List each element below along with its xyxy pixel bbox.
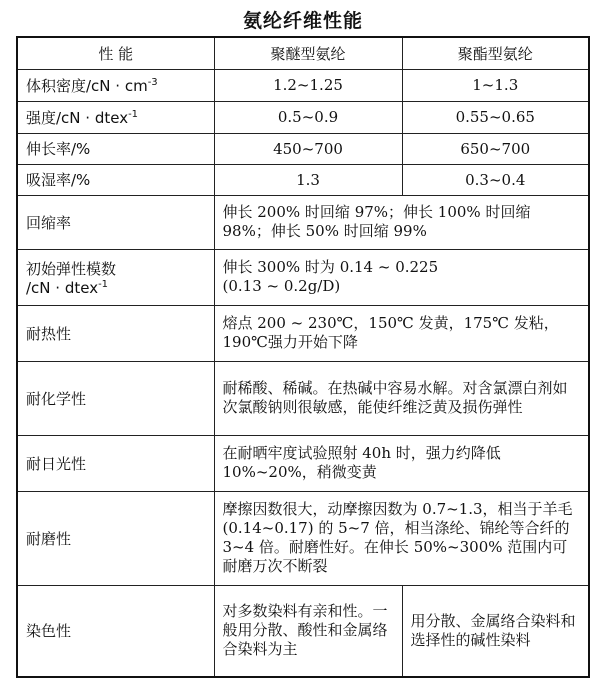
dye-polyester: 用分散、金属络合染料和选择性的碱性染料 (402, 585, 589, 677)
prop-chemical: 耐化学性 (17, 361, 214, 435)
prop-unit (26, 279, 206, 297)
value-polyether: 0.5~0.9 (214, 101, 402, 133)
prop-modulus (17, 249, 214, 305)
table-row (17, 133, 589, 164)
table-row (17, 164, 589, 195)
prop-recovery: 回缩率 (17, 195, 214, 249)
prop-heat: 耐热性 (17, 305, 214, 361)
page-title: 氨纶纤维性能 (242, 10, 363, 32)
prop-unit-exponent: -1 (98, 278, 109, 290)
table-row (17, 361, 589, 435)
table-row (17, 249, 589, 305)
prop-unit-exponent: -3 (147, 76, 158, 88)
desc-chemical: 耐稀酸、稀碱。在热碱中容易水解。对含氯漂白剂如次氯酸钠则很敏感，能使纤维泛黄及损伤弹性 (214, 361, 589, 435)
prop-elongation: 伸长率/% (17, 133, 214, 164)
table-row (17, 435, 589, 491)
desc-line: (0.13 ~ 0.2g/D) (222, 277, 341, 295)
header-property: 性 能 (17, 37, 214, 69)
value-polyester: 650~700 (402, 133, 589, 164)
value-polyester: 1~1.3 (402, 69, 589, 101)
prop-unit-exponent: -1 (128, 108, 139, 120)
prop-density (17, 69, 214, 101)
prop-strength (17, 101, 214, 133)
desc-line: 伸长 300% 时为 0.14 ~ 0.225 (222, 258, 439, 276)
table-row (17, 491, 589, 585)
value-polyester: 0.55~0.65 (402, 101, 589, 133)
desc-abrasion: 摩擦因数很大，动摩擦因数为 0.7~1.3，相当于羊毛(0.14~0.17) 的 5~7 倍，相当涤纶、锦纶等合纤的 3~4 倍。耐磨性好。在伸长 50%~300% 范围内可耐磨万次不断裂 (214, 491, 589, 585)
prop-label: 初始弹性模数 (26, 259, 117, 278)
prop-dyeing: 染色性 (17, 585, 214, 677)
prop-light: 耐日光性 (17, 435, 214, 491)
table-row (17, 101, 589, 133)
prop-label: 强度/cN · dtex (26, 108, 129, 127)
value-polyether: 1.3 (214, 164, 402, 195)
prop-label: 体积密度/cN · cm (26, 76, 148, 95)
value-polyester: 0.3~0.4 (402, 164, 589, 195)
value-polyether: 1.2~1.25 (214, 69, 402, 101)
desc-recovery: 伸长 200% 时回缩 97%；伸长 100% 时回缩 98%；伸长 50% 时回缩 99% (214, 195, 589, 249)
desc-modulus (214, 249, 589, 305)
table-row (17, 69, 589, 101)
table-row (17, 195, 589, 249)
header-polyester: 聚酯型氨纶 (402, 37, 589, 69)
prop-moisture: 吸湿率/% (17, 164, 214, 195)
table-row (17, 585, 589, 677)
header-row (17, 37, 589, 69)
properties-table (16, 36, 590, 678)
value-polyether: 450~700 (214, 133, 402, 164)
desc-light: 在耐晒牢度试验照射 40h 时，强力约降低 10%~20%，稍微变黄 (214, 435, 589, 491)
dye-polyether: 对多数染料有亲和性。一般用分散、酸性和金属络合染料为主 (214, 585, 402, 677)
prop-abrasion: 耐磨性 (17, 491, 214, 585)
table-row (17, 305, 589, 361)
prop-unit-text: /cN · dtex (26, 278, 99, 297)
header-polyether: 聚醚型氨纶 (214, 37, 402, 69)
desc-heat: 熔点 200 ~ 230℃，150℃ 发黄，175℃ 发粘，190℃强力开始下降 (214, 305, 589, 361)
